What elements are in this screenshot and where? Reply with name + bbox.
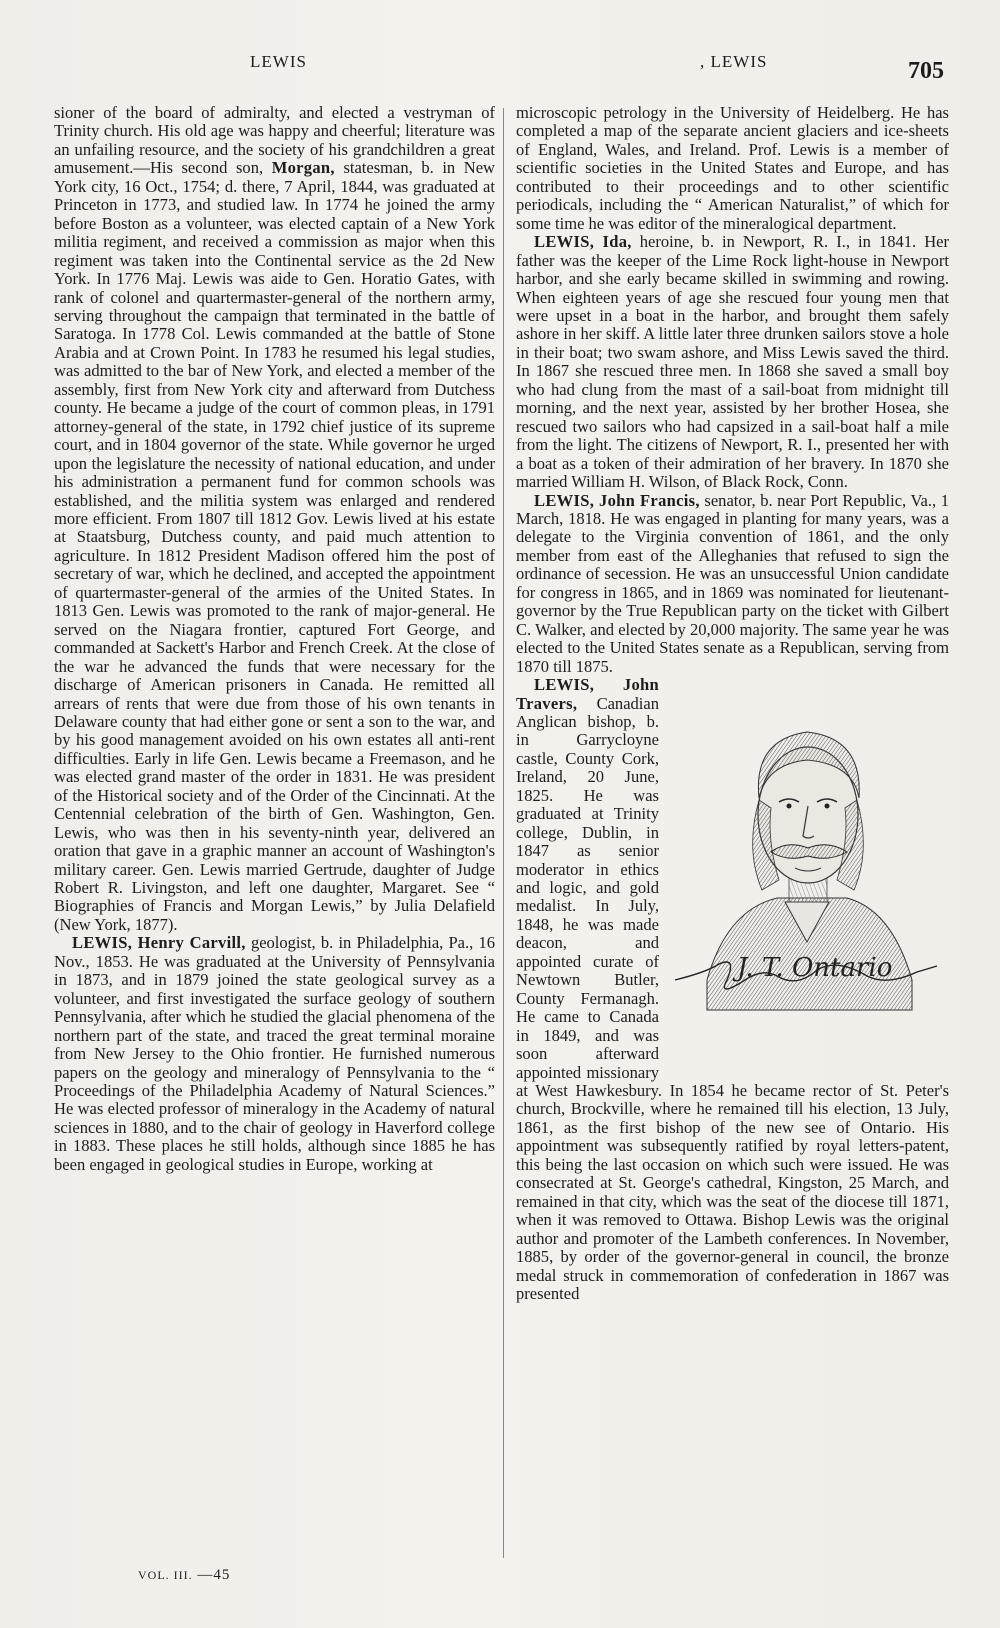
volume-label: VOL. III.: [138, 1568, 193, 1582]
portrait-engraving: [667, 680, 949, 1064]
entry-john-francis-lewis: [516, 492, 949, 677]
running-header-right: , LEWIS: [700, 52, 768, 71]
portrait-signature: J. T. Ontario: [737, 953, 893, 984]
right-column: [516, 104, 949, 1564]
signature-mark: —45: [197, 1567, 231, 1583]
paragraph-text: statesman, b. in New York city, 16 Oct., 1754; d. there, 7 April, 1844, was graduated at Princeton in 1773, and studied law. In 1774 he joined the army before Boston as a volunteer, was elected captain of a New York militia regiment, and received a commission as major when this regiment was taken into the Continental service as the 2d New York. In 1776 Maj. Lewis was aide to Gen. Horatio Gates, with rank of colonel and quartermaster-general of the northern army, serving throughout the campaign that terminated in the battle of Saratoga. In 1778 Col. Lewis commanded at the battle of Stone Arabia and at Crown Point. In 1783 he resumed his legal studies, was admitted to the bar of New York, and elected a member of the assembly, first from New York city and afterward from Dutchess county. He became a judge of the court of common pleas, in 1791 attorney-general of the state, in 1792 chief justice of its supreme court, and in 1804 governor of the state. While governor he urged upon the legislature the necessity of national education, and under his administration a permanent fund for common schools was established, and the militia system was enlarged and rendered more efficient. From 1807 till 1812 Gov. Lewis lived at his estate at Staatsburg, Dutchess county, and paid much attention to agriculture. In 1812 President Madison offered him the post of secretary of war, which he declined, and accepted the appointment of quartermaster-general of the armies of the United States. In 1813 Gen. Lewis was promoted to the rank of major-general. He served on the Niagara frontier, captured Fort George, and commanded at Sackett's Harbor and French Creek. At the close of the war he advanced the funds that were necessary for the discharge of American prisoners in Canada. He remitted all arrears of rents that were due from those of his own tenants in Delaware county that had either gone or sent a son to the war, and by his good management avoided on his own estates all anti-rent difficulties. Early in life Gen. Lewis became a Freemason, and he was elected grand master of the order in 1831. He was president of the Historical society and of the Order of the Cincinnati. At the Centennial celebration of the birth of Gen. Washington, Gen. Lewis, who was then in his seventy-ninth year, delivered an oration that gave in a graphic manner an account of Washington's military career. Gen. Lewis married Gertrude, daughter of Judge Robert R. Livingston, and left one daughter, Margaret. See “ Biographies of Francis and Morgan Lewis,” by Julia Delafield (New York, 1877).: [54, 158, 495, 934]
paragraph-henry-carvill-cont: microscopic petrology in the University of Heidelberg. He has completed a map of the separate ancient glaciers and ice-sheets of England, Wales, and Ireland. Prof. Lewis is a member of scientific societies in the United States and Europe, and has contributed to their proceedings and to other scientific periodicals, including the “ American Naturalist,” of which for some time he was editor of the mineralogical department.: [516, 104, 949, 233]
page-footer: [138, 1567, 230, 1584]
entry-john-travers-lewis: [516, 676, 949, 1303]
running-header-left: LEWIS: [250, 52, 307, 71]
entry-name: LEWIS, John Travers,: [516, 675, 659, 713]
entry-name: LEWIS, John Francis,: [534, 490, 700, 510]
paragraph-text: Canadian Anglican bishop, b. in Garrycloyne castle, County Cork, Ireland, 20 June, 1825. He was graduated at Trinity college, Dublin, in 1847 as senior moderator in ethics and logic, and gold medalist. In July, 1848, he was made deacon, and appointed curate of Newtown Butler, County Fermanagh. He came to Canada in 1849, and was soon afterward appointed missionary at West Hawkesbury. In 1854 he became rector of St. Peter's church, Brockville, where he remained till his election, 13 July, 1861, as the first bishop of the new see of Ontario. His appointment was subsequently ratified by royal letters-patent, this being the last occasion on which such were issued. He was consecrated at St. George's cathedral, Kingston, 25 March, and remained in that city, which was the seat of the diocese till 1871, when it was removed to Ottawa. Bishop Lewis was the original author and promoter of the Lambeth conferences. In November, 1885, by order of the governor-general in council, the bronze medal struck in commemoration of confederation in 1867 was presented: [516, 693, 949, 1303]
entry-name: LEWIS, Henry Carvill,: [72, 933, 246, 953]
portrait-image: [667, 680, 949, 1064]
paragraph-text: sioner of the board of admiralty, and elected a vestryman of Trinity church. His old age was happy and cheerful; literature was an unfailing resource, and the society of his grandchildren a great amusement.—His second son,: [54, 104, 495, 178]
column-divider: [503, 108, 504, 1558]
entry-name: LEWIS, Ida,: [534, 232, 632, 252]
page-number: 705: [908, 58, 944, 84]
paragraph-text: heroine, b. in Newport, R. I., in 1841. Her father was the keeper of the Lime Rock light-house in Newport harbor, and she early became skilled in swimming and rowing. When eighteen years of age she rescued four young men that were upset in a boat in the harbor, and brought them safely ashore in her skiff. A little later three drunken sailors stove a hole in their boat; two swam ashore, and Miss Lewis saved the third. In 1867 she rescued three men. In 1868 she saved a small boy who had clung from the mast of a sail-boat from midnight till morning, and the next year, assisted by her brother Hosea, she rescued two sailors who had capsized in a sail-boat half a mile from the light. The citizens of Newport, R. I., presented her with a boat as a token of their admiration of her bravery. In 1870 she married William H. Wilson, of Black Rock, Conn.: [516, 232, 949, 492]
paragraph-morgan-lewis: [54, 104, 495, 934]
entry-henry-carvill-lewis: [54, 934, 495, 1174]
paragraph-text: senator, b. near Port Republic, Va., 1 March, 1818. He was engaged in planting for many years, was a delegate to the Virginia convention of 1861, and the only member from east of the Alleghanies that refused to sign the ordinance of secession. He was an unsuccessful Union candidate for congress in 1865, and in 1869 was nominated for lieutenant-governor by the True Republican party on the ticket with Gilbert C. Walker, and elected by 20,000 majority. The same year he was elected to the United States senate as a Republican, serving from 1870 till 1875.: [516, 490, 949, 676]
entry-ida-lewis: [516, 233, 949, 491]
entry-name: Morgan,: [271, 158, 335, 178]
left-column: [54, 104, 495, 1560]
paragraph-text: geologist, b. in Philadelphia, Pa., 16 Nov., 1853. He was graduated at the University of Pennsylvania in 1873, and in 1879 joined the state geological survey as a volunteer, and first investigated the surface geology of southern Pennsylvania, after which he studied the glacial phenomena of the northern part of the state, and traced the great terminal moraine from New Jersey to the Ohio frontier. He furnished numerous papers on the geology and mineralogy of Pennsylvania to the “ Proceedings of the Philadelphia Academy of Natural Sciences.” He was elected professor of mineralogy in the Academy of natural sciences in 1880, and to the chair of geology in Haverford college in 1883. These places he still holds, although since 1885 he has been engaged in geological studies in Europe, working at: [54, 933, 495, 1174]
